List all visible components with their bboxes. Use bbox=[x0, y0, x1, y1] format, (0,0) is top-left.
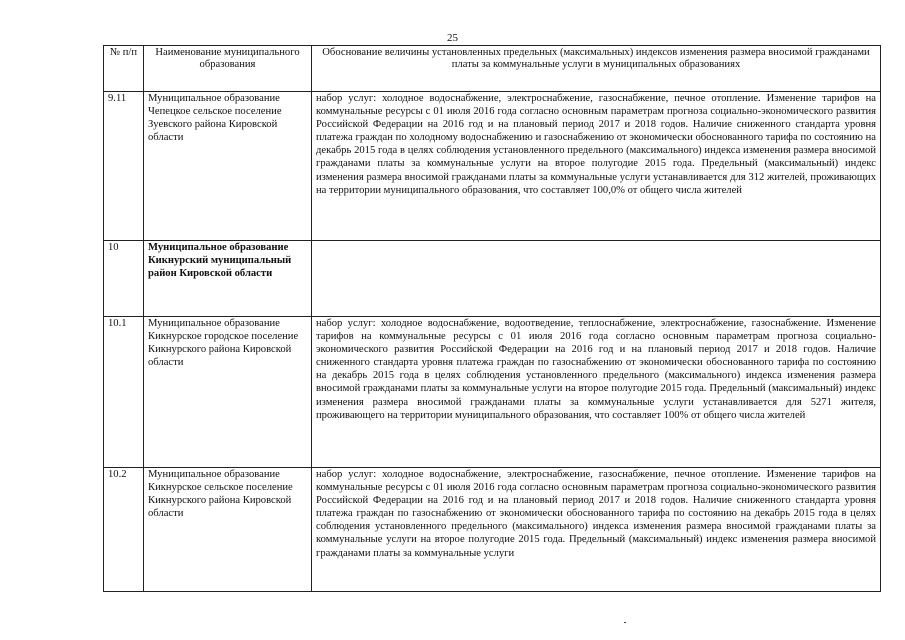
table-row bbox=[104, 317, 881, 468]
basis-text: набор услуг: холодное водоснабжение, водоотведение, теплоснабжение, электроснабжение, газоснабжение. Изменение тарифов на коммунальные ресурсы с 01 июля 2016 года согласно основным параметрам прогноза социально-экономического развития Российской Федерации на 2016 год и на плановый период 2017 и 2018 годов. Наличие сниженного стандарта уровня платежа граждан по газоснабжению от экономически обоснованного тарифа по состоянию на декабрь 2015 года в целях соблюдения установленного предельного (максимального) индекса изменения размера вносимой гражданами платы за коммунальные услуги на второе полугодие 2015 года. Предельный (максимальный) индекс изменения размера вносимой гражданами платы за коммунальные услуги устанавливается для 5271 жителя, проживающего на территории муниципального образования, что составляет 100% от общего числа жителей bbox=[312, 317, 881, 468]
table-row bbox=[104, 92, 881, 241]
row-number: 10.2 bbox=[104, 468, 144, 592]
basis-text: набор услуг: холодное водоснабжение, электроснабжение, газоснабжение, печное отопление. Изменение тарифов на коммунальные ресурсы с 01 июля 2016 года согласно основным параметрам прогноза социально-экономического развития Российской Федерации на 2016 год и на плановый период 2017 и 2018 годов. Наличие сниженного стандарта уровня платежа граждан по газоснабжению от экономически обоснованного тарифа по состоянию на декабрь 2015 года в целях соблюдения установленного предельного (максимального) индекса изменения размера вносимой гражданами платы за коммунальные услуги на второе полугодие 2015 года. Предельный (максимальный) индекс изменения размера вносимой гражданами платы за коммунальные услуги bbox=[312, 468, 881, 592]
basis-text bbox=[312, 241, 881, 317]
tariff-index-table bbox=[103, 45, 881, 592]
row-number: 10.1 bbox=[104, 317, 144, 468]
basis-text: набор услуг: холодное водоснабжение, электроснабжение, газоснабжение, печное отопление. Изменение тарифов на коммунальные ресурсы с 01 июля 2016 года согласно основным параметрам прогноза социально-экономического развития Российской Федерации на 2016 год и на плановый период 2017 и 2018 годов. Наличие сниженного стандарта уровня платежа граждан по холодному водоснабжению и газоснабжению от экономически обоснованного тарифа по состоянию на декабрь 2015 года в целях соблюдения установленного предельного (максимального) индекса изменения размера вносимой гражданами платы за коммунальные услуги на второе полугодие 2015 года. Предельный (максимальный) индекс изменения размера вносимой гражданами платы за коммунальные услуги устанавливается для 312 жителей, проживающих на территории муниципального образования, что составляет 100,0% от общего числа жителей bbox=[312, 92, 881, 241]
municipality-name: Муниципальное образование Кикнурское городское поселение Кикнурского района Кировской области bbox=[144, 317, 312, 468]
municipality-name: Муниципальное образование Чепецкое сельское поселение Зуевского района Кировской области bbox=[144, 92, 312, 241]
page-number: 25 bbox=[447, 32, 458, 44]
scan-speck bbox=[624, 622, 626, 623]
header-municipality: Наименование муниципального образования bbox=[144, 46, 312, 92]
municipality-name: Муниципальное образование Кикнурское сельское поселение Кикнурского района Кировской области bbox=[144, 468, 312, 592]
row-number: 9.11 bbox=[104, 92, 144, 241]
row-number: 10 bbox=[104, 241, 144, 317]
table-header-row bbox=[104, 46, 881, 92]
table-row bbox=[104, 468, 881, 592]
header-number: № п/п bbox=[104, 46, 144, 92]
header-basis: Обоснование величины установленных предельных (максимальных) индексов изменения размера вносимой гражданами платы за коммунальные услуги в муниципальных образованиях bbox=[312, 46, 881, 92]
table-row bbox=[104, 241, 881, 317]
municipality-name: Муниципальное образование Кикнурский муниципальный район Кировской области bbox=[144, 241, 312, 317]
